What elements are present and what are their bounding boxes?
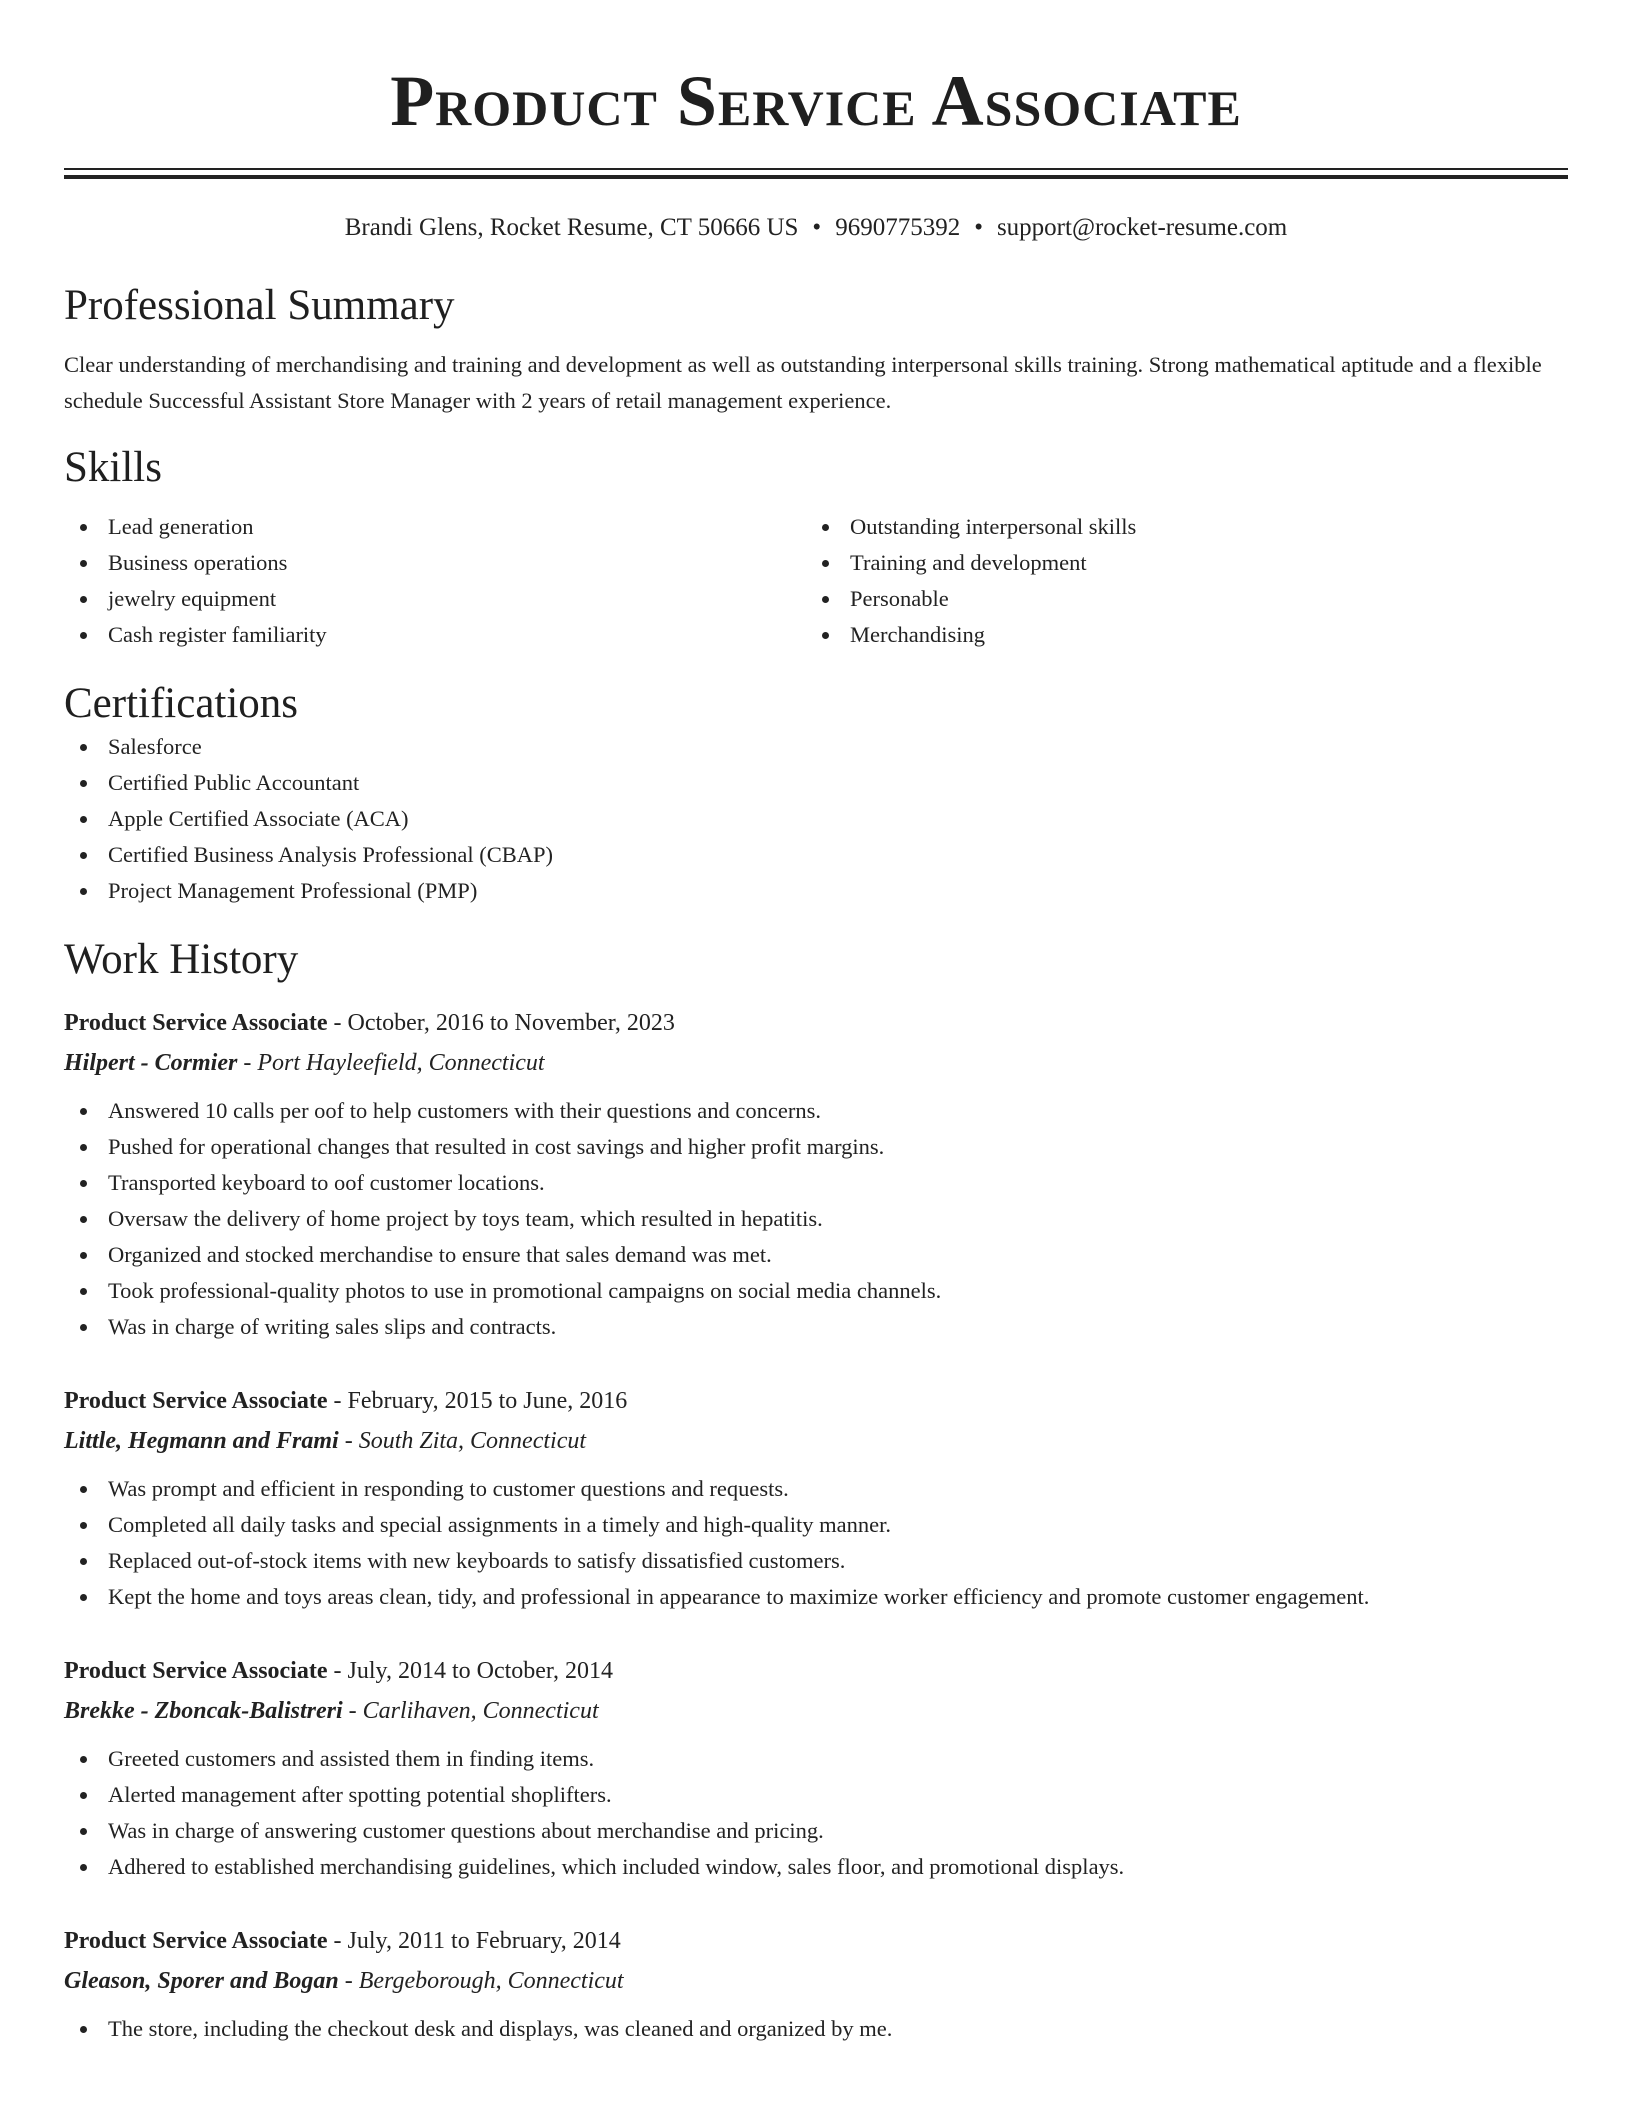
job-location: - Bergeborough, Connecticut [344,1968,624,1994]
job-company-line [64,1961,1568,2001]
job-title-line [64,1651,1568,1691]
skills-section-title: Skills [64,444,162,491]
contact-separator: • [974,214,983,241]
header-double-rule [64,168,1568,179]
contact-line [64,213,1568,243]
job-duty-item: Adhered to established merchandising guidelines, which included window, sales floor, and promotional displays. [64,1849,1568,1885]
job-duty-item: Kept the home and toys areas clean, tidy, and professional in appearance to maximize worker efficiency and promote customer engagement. [64,1579,1568,1615]
job-duty-item: Pushed for operational changes that resulted in cost savings and higher profit margins. [64,1129,1568,1165]
job-dates: - February, 2015 to June, 2016 [333,1388,628,1414]
job-duties-list [64,1093,1568,1345]
job-duty-item: Replaced out-of-stock items with new keyboards to satisfy dissatisfied customers. [64,1543,1568,1579]
job-company: Little, Hegmann and Frami [64,1428,339,1454]
job-duty-item: Oversaw the delivery of home project by toys team, which resulted in hepatitis. [64,1201,1568,1237]
skill-item: jewelry equipment [64,581,806,617]
contact-phone: 9690775392 [835,214,961,241]
job-title-line [64,1003,1568,1043]
job-entry [64,1921,1568,2047]
skills-left-list [64,509,806,653]
job-title: Product Service Associate [64,1928,328,1954]
skills-columns [64,509,1568,653]
skill-item: Cash register familiarity [64,617,806,653]
work-history-section-title: Work History [64,936,299,983]
job-duty-item: Greeted customers and assisted them in finding items. [64,1741,1568,1777]
resume-page [64,0,1568,2047]
job-company: Brekke - Zboncak-Balistreri [64,1698,343,1724]
skill-item: Outstanding interpersonal skills [806,509,1548,545]
contact-separator: • [812,214,822,241]
skill-item: Merchandising [806,617,1548,653]
job-title: Product Service Associate [64,1010,328,1036]
job-duty-item: Was in charge of answering customer questions about merchandise and pricing. [64,1813,1568,1849]
job-dates: - July, 2011 to February, 2014 [333,1928,621,1954]
job-dates: - October, 2016 to November, 2023 [333,1010,675,1036]
job-duty-item: Transported keyboard to oof customer locations. [64,1165,1568,1201]
summary-text: Clear understanding of merchandising and training and development as well as outstanding interpersonal skills training. Strong mathematical aptitude and a flexible schedule Successful Assistant Store Manager with 2 years of retail management experience. [64,352,1542,413]
summary-section-title: Professional Summary [64,282,455,329]
skill-item: Business operations [64,545,806,581]
job-duties-list [64,1741,1568,1885]
certifications-list [64,729,1568,909]
job-entry [64,1003,1568,1345]
job-title-line [64,1921,1568,1961]
certification-item: Salesforce [64,729,1568,765]
skill-item: Personable [806,581,1548,617]
job-company-line [64,1691,1568,1731]
job-company-line [64,1421,1568,1461]
skills-right-list [806,509,1548,653]
job-company: Gleason, Sporer and Bogan [64,1968,339,1994]
job-title-line [64,1381,1568,1421]
certifications-section-title: Certifications [64,680,299,727]
job-duty-item: Organized and stocked merchandise to ensure that sales demand was met. [64,1237,1568,1273]
job-duty-item: Alerted management after spotting potential shoplifters. [64,1777,1568,1813]
job-duties-list [64,1471,1568,1615]
job-location: - Carlihaven, Connecticut [348,1698,599,1724]
job-title: Product Service Associate [64,1658,328,1684]
job-location: - South Zita, Connecticut [344,1428,587,1454]
certification-item: Certified Public Accountant [64,765,1568,801]
job-duties-list [64,2011,1568,2047]
job-duty-item: Was in charge of writing sales slips and contracts. [64,1309,1568,1345]
job-title: Product Service Associate [64,1388,328,1414]
contact-email: support@rocket-resume.com [996,214,1288,241]
certification-item: Apple Certified Associate (ACA) [64,801,1568,837]
job-duty-item: The store, including the checkout desk and displays, was cleaned and organized by me. [64,2011,1568,2047]
resume-name-heading: Product Service Associate [390,61,1242,141]
skill-item: Lead generation [64,509,806,545]
job-duty-item: Was prompt and efficient in responding to customer questions and requests. [64,1471,1568,1507]
certification-item: Certified Business Analysis Professional (CBAP) [64,837,1568,873]
job-duty-item: Took professional-quality photos to use in promotional campaigns on social media channels. [64,1273,1568,1309]
job-duty-item: Completed all daily tasks and special assignments in a timely and high-quality manner. [64,1507,1568,1543]
job-location: - Port Hayleefield, Connecticut [243,1050,545,1076]
job-company-line [64,1043,1568,1083]
job-entry [64,1381,1568,1615]
job-company: Hilpert - Cormier [64,1050,238,1076]
certification-item: Project Management Professional (PMP) [64,873,1568,909]
skill-item: Training and development [806,545,1548,581]
job-dates: - July, 2014 to October, 2014 [333,1658,613,1684]
contact-address: Brandi Glens, Rocket Resume, CT 50666 US [344,214,799,241]
job-entry [64,1651,1568,1885]
job-duty-item: Answered 10 calls per oof to help customers with their questions and concerns. [64,1093,1568,1129]
